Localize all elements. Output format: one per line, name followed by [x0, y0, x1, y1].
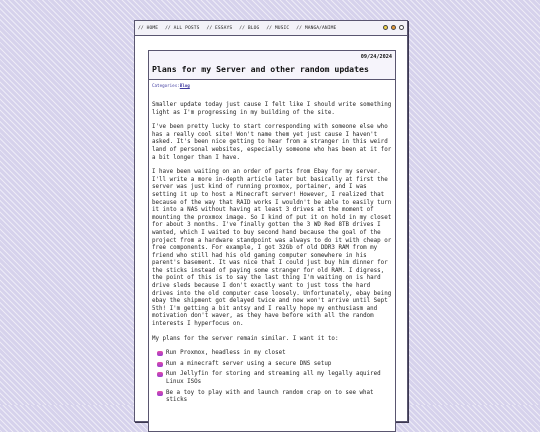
- post-paragraph: My plans for the server remain similar. I want it to:: [152, 335, 339, 342]
- blog-post: [148, 50, 396, 432]
- list-item: [157, 390, 392, 405]
- nav-all-posts-link[interactable]: // ALL POSTS: [165, 25, 200, 31]
- gradient-heart-icon: [157, 372, 163, 377]
- maximize-dot-icon[interactable]: [391, 25, 396, 30]
- categories-label: Categories:: [152, 83, 180, 88]
- category-link-blog[interactable]: Blog: [179, 83, 190, 88]
- gradient-heart-icon: [157, 391, 163, 396]
- nav-essays-link[interactable]: // ESSAYS: [206, 25, 233, 31]
- list-item-text: Run Proxmox, headless in my closet: [166, 350, 286, 357]
- post-title: Plans for my Server and other random updates: [152, 64, 369, 74]
- post-paragraph: Smaller update today just cause I felt like I should write something light as I'm progressing in my building of the site.: [152, 102, 392, 116]
- nav-home-link[interactable]: // HOME: [138, 25, 159, 31]
- gradient-heart-icon: [157, 351, 163, 356]
- minimize-dot-icon[interactable]: [383, 25, 388, 30]
- post-body: [149, 88, 395, 405]
- nav-music-link[interactable]: // MUSIC: [266, 25, 290, 31]
- list-item-text: Run a minecraft server using a secure DNS setup: [166, 360, 332, 367]
- list-item-text: Run Jellyfin for storing and streaming all my legally aquired Linux ISOs: [166, 371, 381, 385]
- post-header: [149, 51, 395, 80]
- post-paragraph: I have been waiting on an order of parts from Ebay for my server. I'll write a more in-depth article later but basically at first the server was just kind of running proxmox, portainer, and I was setting it up to host a Minecraft server! However, I realized that because of the way that RAID works I wouldn't be able to easily turn it into a NAS without having at least 3 drives at the moment of mounting the proxmox image. So I kind of put it on hold in my closet for about 3 months. I've finally gotten the 3 WD Red 8TB drives I wanted, which I waited to buy second hand because the goal of the project from a hardware standpoint was always to do it with cheap or free components. For example, I got 32Gb of old DDR3 RAM from my friend who still had his old gaming computer somewhere in his parent's basement. It was nice that I could just buy him dinner for the sticks instead of paying some stranger for old RAM. I digress, the point of this is to say the last thing I'm waiting on is hard drive sleds because I don't exactly want to just toss the hard drives into the old computer case loosely. Unfortunately, ebay being ebay the shipment got delayed twice and now won't arrive until Sept 5th! I'm getting a bit antsy and I really hope my enthusiasm and motivation don't waver, as they have before with all the random interests I hyperfocus on.: [152, 169, 392, 328]
- close-dot-icon[interactable]: [399, 25, 404, 30]
- nav-manga-anime-link[interactable]: // MANGA/ANIME: [296, 25, 337, 31]
- window-controls: [383, 25, 404, 30]
- list-item: [157, 361, 392, 369]
- top-nav: [135, 21, 407, 36]
- post-paragraph: I've been pretty lucky to start corresponding with someone else who has a really cool site! Won't name them yet just cause I haven't asked. It's been nice getting to hear from a stranger in this weird land of personal websites, especially someone who has been at it for a bit longer than I have.: [152, 124, 392, 161]
- list-item: [157, 350, 392, 358]
- post-date: 09/24/2024: [360, 54, 392, 60]
- list-item-text: Be a toy to play with and launch random crap on to see what sticks: [166, 389, 374, 404]
- gradient-heart-icon: [157, 362, 163, 367]
- nav-blog-link[interactable]: // BLOG: [239, 25, 260, 31]
- list-item: [157, 371, 392, 386]
- plans-list: [152, 350, 392, 405]
- main-window: [134, 20, 408, 422]
